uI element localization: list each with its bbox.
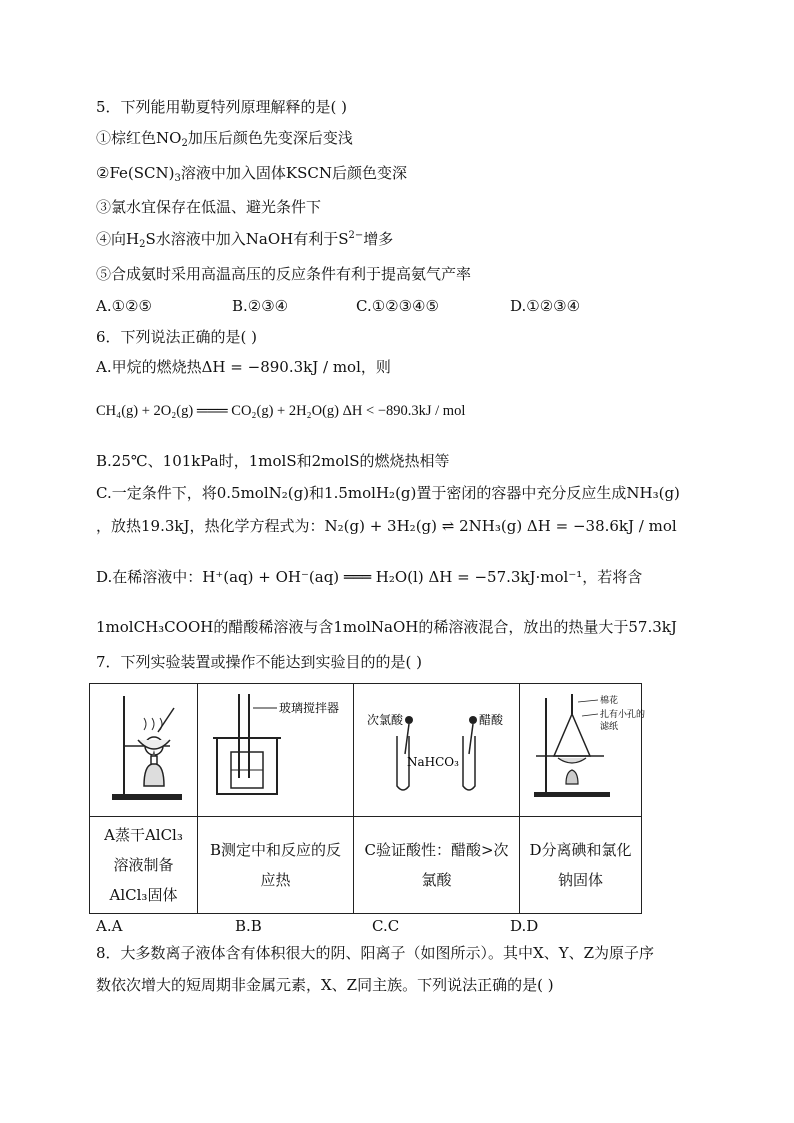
q5-option-b: B.②③④: [232, 297, 289, 315]
q5-stem: 5．下列能用勒夏特列原理解释的是( ): [96, 98, 348, 116]
q8-stem-line2: 数依次增大的短周期非金属元素，X、Z同主族。下列说法正确的是( ): [96, 976, 554, 994]
q6-option-d-line2: 1molCH₃COOH的醋酸稀溶液与含1molNaOH的稀溶液混合，放出的热量大于57.3kJ: [96, 618, 677, 636]
calorimeter-icon: [201, 686, 351, 810]
figure-c-acid-test: [354, 684, 520, 817]
test-tubes-icon: [357, 686, 517, 810]
hypochlorous-label: 次氯酸: [366, 713, 403, 727]
q6-option-c-line2: ，放热19.3kJ，热化学方程式为：N₂(g) + 3H₂(g) ⇌ 2NH₃(g) ΔH = −38.6kJ / mol: [96, 517, 677, 535]
q5-statement-5: ⑤合成氨时采用高温高压的反应条件有利于提高氨气产率: [96, 265, 472, 283]
q7-option-c: C.C: [372, 917, 400, 935]
figure-b-calorimeter: [198, 684, 354, 817]
q6-stem: 6．下列说法正确的是( ): [96, 328, 258, 346]
q7-option-a: A.A: [96, 917, 123, 935]
filter-paper-label-2: 滤纸: [599, 722, 618, 732]
evaporation-apparatus-icon: [94, 686, 194, 810]
q6-option-c-line1: C.一定条件下，将0.5molN₂(g)和1.5molH₂(g)置于密闭的容器中充分反应生成NH₃(g): [96, 484, 680, 502]
nahco3-label: NaHCO₃: [406, 755, 459, 769]
filter-paper-label-1: 扎有小孔的: [599, 710, 645, 720]
q5-option-d: D.①②③④: [510, 297, 581, 315]
figure-d-sublimation: [520, 684, 645, 817]
q7-option-b: B.B: [235, 917, 262, 935]
q5-statement-4: ④向$H_2S$水溶液中加入NaOH有利于$S^{2-}$增多: [96, 230, 394, 250]
q7-option-d: D.D: [510, 917, 539, 935]
caption-b: B测定中和反应的反 应热: [198, 817, 354, 914]
q5-statement-2: $②Fe(SCN)_3$溶液中加入固体KSCN后颜色变深: [96, 164, 407, 184]
q6-option-b: B.25℃、101kPa时，1molS和2molS的燃烧热相等: [96, 452, 450, 470]
figure-a-evaporation: [90, 684, 198, 817]
q5-option-c: C.①②③④⑤: [356, 297, 439, 315]
q6-option-a-equation: CH₄(g) + 2O₂(g) ═══ CO₂(g) + 2H₂O(g) ΔH < −890.3kJ / mol: [96, 403, 466, 419]
q5-statement-3: ③氯水宜保存在低温、避光条件下: [96, 198, 322, 216]
caption-a: A蒸干AlCl₃ 溶液制备 AlCl₃固体: [90, 817, 198, 914]
sublimation-apparatus-icon: [522, 686, 645, 810]
caption-c: C验证酸性：醋酸>次 氯酸: [354, 817, 520, 914]
q7-stem: 7．下列实验装置或操作不能达到实验目的的是( ): [96, 653, 423, 671]
q6-option-d-line1: D.在稀溶液中：H⁺(aq) + OH⁻(aq) ═══ H₂O(l) ΔH = −57.3kJ·mol⁻¹，若将含: [96, 568, 643, 586]
caption-d: D分离碘和氯化 钠固体: [520, 817, 642, 914]
q5-option-a: A.①②⑤: [96, 297, 152, 315]
stirrer-label: 玻璃搅拌器: [278, 701, 339, 715]
cotton-label: 棉花: [599, 696, 618, 706]
q8-stem-line1: 8．大多数离子液体含有体积很大的阴、阳离子（如图所示）。其中X、Y、Z为原子序: [96, 944, 655, 962]
q6-option-a-line1: A.甲烷的燃烧热ΔH = −890.3kJ / mol，则: [96, 358, 391, 376]
experiment-table: [89, 683, 645, 914]
acetic-label: 醋酸: [478, 713, 503, 727]
q5-statement-1: ①棕红色$NO_2$加压后颜色先变深后变浅: [96, 129, 353, 149]
